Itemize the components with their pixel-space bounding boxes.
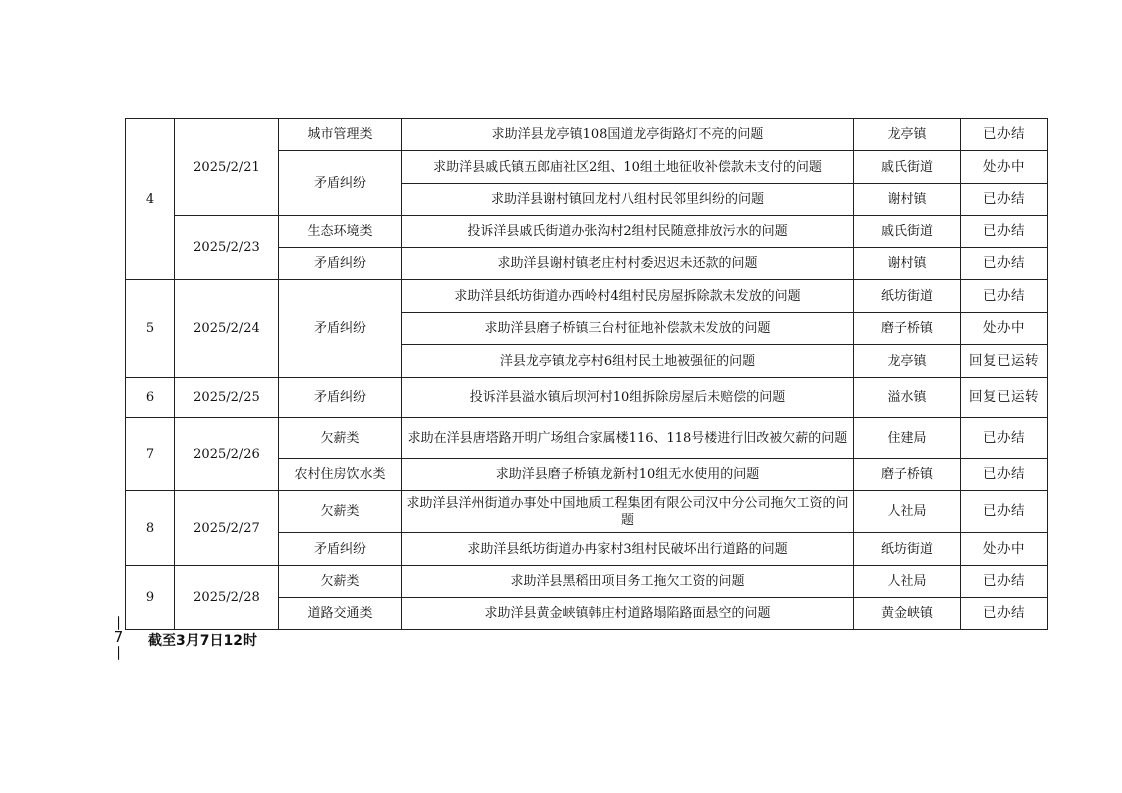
department-cell: 溢水镇 bbox=[854, 378, 961, 418]
seq-cell: 4 bbox=[126, 119, 175, 280]
department-cell: 纸坊街道 bbox=[854, 280, 961, 313]
date-cell: 2025/2/27 bbox=[175, 491, 279, 566]
description-cell: 求助洋县洋州街道办事处中国地质工程集团有限公司汉中分公司拖欠工资的问题 bbox=[402, 491, 854, 533]
description-cell: 求助洋县磨子桥镇三台村征地补偿款未发放的问题 bbox=[402, 313, 854, 345]
description-cell: 求助洋县戚氏镇五郎庙社区2组、10组土地征收补偿款未支付的问题 bbox=[402, 151, 854, 184]
date-cell: 2025/2/23 bbox=[175, 216, 279, 280]
description-cell: 投诉洋县溢水镇后坝河村10组拆除房屋后未赔偿的问题 bbox=[402, 378, 854, 418]
seq-cell: 5 bbox=[126, 280, 175, 378]
description-cell: 投诉洋县戚氏街道办张沟村2组村民随意排放污水的问题 bbox=[402, 216, 854, 248]
category-cell: 矛盾纠纷 bbox=[279, 248, 402, 280]
department-cell: 住建局 bbox=[854, 418, 961, 459]
department-cell: 戚氏街道 bbox=[854, 151, 961, 184]
table-row bbox=[126, 491, 1048, 533]
description-cell: 求助洋县黑稻田项目务工拖欠工资的问题 bbox=[402, 566, 854, 598]
table-row bbox=[126, 119, 1048, 151]
table-row bbox=[126, 216, 1048, 248]
table-row bbox=[126, 418, 1048, 459]
status-cell: 已办结 bbox=[961, 566, 1048, 598]
department-cell: 黄金峡镇 bbox=[854, 598, 961, 630]
description-cell: 求助洋县龙亭镇108国道龙亭街路灯不亮的问题 bbox=[402, 119, 854, 151]
category-cell: 道路交通类 bbox=[279, 598, 402, 630]
description-cell: 求助洋县纸坊街道办冉家村3组村民破坏出行道路的问题 bbox=[402, 533, 854, 566]
department-cell: 磨子桥镇 bbox=[854, 313, 961, 345]
table-row bbox=[126, 280, 1048, 313]
category-cell: 欠薪类 bbox=[279, 566, 402, 598]
department-cell: 磨子桥镇 bbox=[854, 459, 961, 491]
date-cell: 2025/2/25 bbox=[175, 378, 279, 418]
status-cell: 已办结 bbox=[961, 216, 1048, 248]
department-cell: 龙亭镇 bbox=[854, 345, 961, 378]
category-cell: 生态环境类 bbox=[279, 216, 402, 248]
seq-cell: 6 bbox=[126, 378, 175, 418]
status-cell: 处办中 bbox=[961, 313, 1048, 345]
footnote-timestamp: 截至3月7日12时 bbox=[148, 633, 257, 649]
department-cell: 纸坊街道 bbox=[854, 533, 961, 566]
seq-cell: 8 bbox=[126, 491, 175, 566]
date-cell: 2025/2/24 bbox=[175, 280, 279, 378]
description-cell: 求助洋县谢村镇老庄村村委迟迟未还款的问题 bbox=[402, 248, 854, 280]
table-row bbox=[126, 378, 1048, 418]
status-cell: 已办结 bbox=[961, 418, 1048, 459]
complaints-table bbox=[125, 118, 1048, 630]
status-cell: 已办结 bbox=[961, 280, 1048, 313]
description-cell: 洋县龙亭镇龙亭村6组村民土地被强征的问题 bbox=[402, 345, 854, 378]
description-cell: 求助在洋县唐塔路开明广场组合家属楼116、118号楼进行旧改被欠薪的问题 bbox=[402, 418, 854, 459]
description-cell: 求助洋县谢村镇回龙村八组村民邻里纠纷的问题 bbox=[402, 184, 854, 216]
status-cell: 回复已运转 bbox=[961, 345, 1048, 378]
status-cell: 回复已运转 bbox=[961, 378, 1048, 418]
department-cell: 戚氏街道 bbox=[854, 216, 961, 248]
seq-cell: 7 bbox=[126, 418, 175, 491]
department-cell: 人社局 bbox=[854, 491, 961, 533]
category-cell: 矛盾纠纷 bbox=[279, 533, 402, 566]
category-cell: 农村住房饮水类 bbox=[279, 459, 402, 491]
category-cell: 欠薪类 bbox=[279, 491, 402, 533]
status-cell: 已办结 bbox=[961, 119, 1048, 151]
category-cell: 欠薪类 bbox=[279, 418, 402, 459]
status-cell: 处办中 bbox=[961, 533, 1048, 566]
description-cell: 求助洋县纸坊街道办西岭村4组村民房屋拆除款未发放的问题 bbox=[402, 280, 854, 313]
category-cell: 矛盾纠纷 bbox=[279, 280, 402, 378]
department-cell: 谢村镇 bbox=[854, 184, 961, 216]
department-cell: 人社局 bbox=[854, 566, 961, 598]
description-cell: 求助洋县黄金峡镇韩庄村道路塌陷路面悬空的问题 bbox=[402, 598, 854, 630]
department-cell: 谢村镇 bbox=[854, 248, 961, 280]
seq-cell: 9 bbox=[126, 566, 175, 630]
date-cell: 2025/2/28 bbox=[175, 566, 279, 630]
category-cell: 城市管理类 bbox=[279, 119, 402, 151]
category-cell: 矛盾纠纷 bbox=[279, 378, 402, 418]
table-row bbox=[126, 566, 1048, 598]
status-cell: 处办中 bbox=[961, 151, 1048, 184]
status-cell: 已办结 bbox=[961, 491, 1048, 533]
date-cell: 2025/2/26 bbox=[175, 418, 279, 491]
status-cell: 已办结 bbox=[961, 459, 1048, 491]
department-cell: 龙亭镇 bbox=[854, 119, 961, 151]
status-cell: 已办结 bbox=[961, 598, 1048, 630]
status-cell: 已办结 bbox=[961, 184, 1048, 216]
status-cell: 已办结 bbox=[961, 248, 1048, 280]
description-cell: 求助洋县磨子桥镇龙新村10组无水使用的问题 bbox=[402, 459, 854, 491]
category-cell: 矛盾纠纷 bbox=[279, 151, 402, 216]
date-cell: 2025/2/21 bbox=[175, 119, 279, 216]
page-number: — 7 — bbox=[110, 615, 129, 662]
